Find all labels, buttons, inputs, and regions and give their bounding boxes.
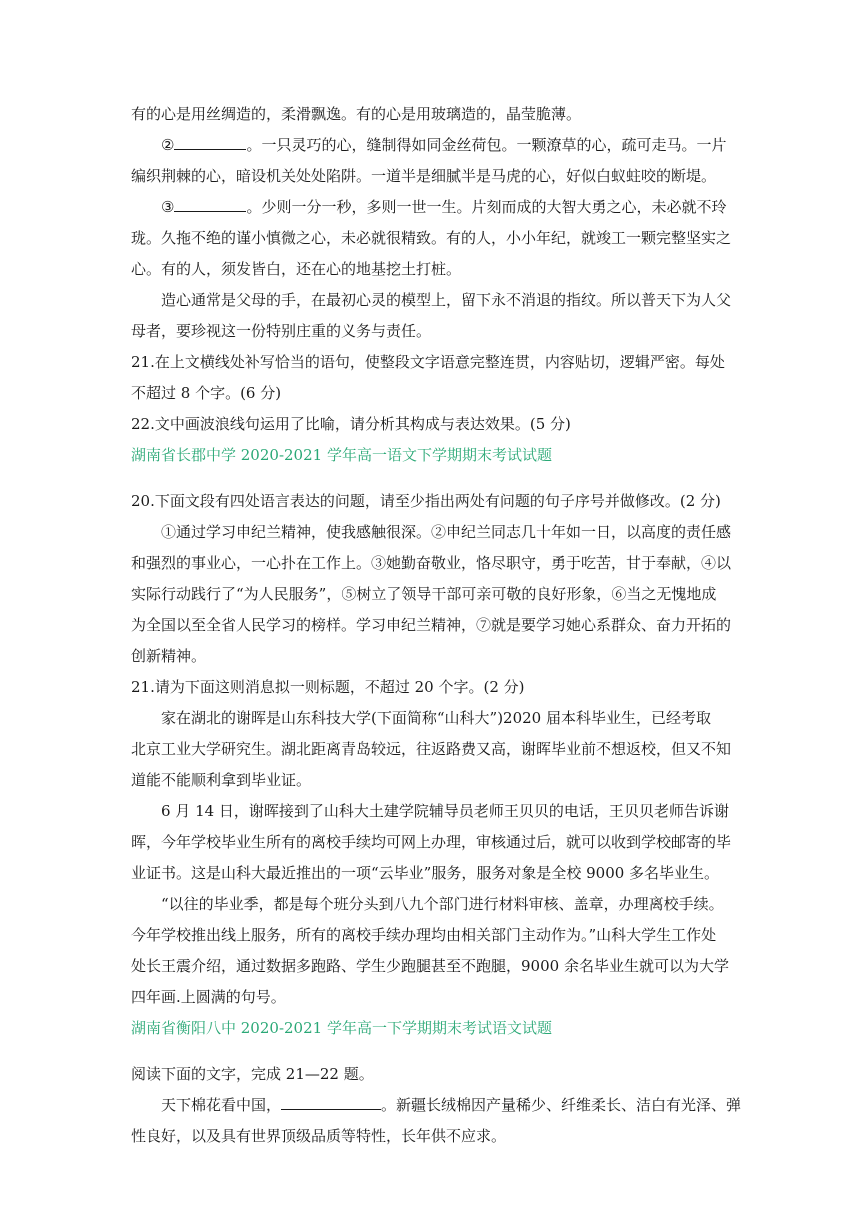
news-line: “以往的毕业季，都是每个班分头到八九个部门进行材料审核、盖章，办理离校手续。 — [161, 895, 724, 913]
circled-number: ③ — [161, 198, 175, 216]
news-line: 道能不能顺利拿到毕业证。 — [131, 771, 312, 789]
q20-passage-line: 创新精神。 — [131, 647, 207, 665]
q20-passage-line: ①通过学习申纪兰精神，使我感触很深。②申纪兰同志几十年如一日，以高度的责任感 — [161, 523, 732, 541]
q20-passage-line: 为全国以至全省人民学习的榜样。学习申纪兰精神，⑦就是要学习她心系群众、奋力开拓的 — [131, 616, 732, 634]
source-title-2: 湖南省衡阳八中 2020-2021 学年高一下学期期末考试语文试题 — [131, 1019, 552, 1037]
poem-text: 。一只灵巧的心，缝制得如同金丝荷包。一颗潦草的心，疏可走马。一片 — [246, 136, 727, 154]
answer-blank[interactable] — [174, 135, 246, 150]
poem-line: 编织荆棘的心，暗设机关处处陷阱。一道半是细腻半是马虎的心，好似白蚁蛀咬的断堤。 — [131, 167, 717, 185]
poem-line: 母者，要珍视这一份特别庄重的义务与责任。 — [131, 322, 432, 340]
poem-line: 心。有的人，须发皆白，还在心的地基挖土打桩。 — [131, 260, 462, 278]
circled-number: ② — [161, 136, 175, 154]
news-line: 6 月 14 日，谢晖接到了山科大土建学院辅导员老师王贝贝的电话，王贝贝老师告诉谢 — [161, 802, 729, 820]
question-21a-cont: 不超过 8 个字。(6 分) — [131, 384, 282, 402]
reading-instruction: 阅读下面的文字，完成 21—22 题。 — [131, 1065, 374, 1083]
news-line: 处长王震介绍，通过数据多跑路、学生少跑腿甚至不跑腿，9000 余名毕业生就可以为大学 — [131, 957, 729, 975]
poem-line: 造心通常是父母的手，在最初心灵的模型上，留下永不消退的指纹。所以普天下为人父 — [161, 291, 732, 309]
q20-passage-line: 和强烈的事业心，一心扑在工作上。③她勤奋敬业，恪尽职守，勇于吃苦，甘于奉献，④以 — [131, 554, 732, 572]
question-22a: 22.文中画波浪线句运用了比喻，请分析其构成与表达效果。(5 分) — [131, 415, 571, 433]
news-line: 家在湖北的谢晖是山东科技大学(下面简称“山科大”)2020 届本科毕业生，已经考取 — [161, 709, 711, 727]
poem-line-blank-2 — [161, 135, 726, 155]
answer-blank[interactable] — [281, 1095, 381, 1110]
news-line: 四年画.上圆满的句号。 — [131, 988, 286, 1006]
reading-line-blank — [161, 1095, 741, 1115]
question-21a: 21.在上文横线处补写恰当的语句，使整段文字语意完整连贯，内容贴切，逻辑严密。每处 — [131, 353, 725, 371]
q20-passage-line: 实际行动践行了“为人民服务”，⑤树立了领导干部可亲可敬的良好形象，⑥当之无愧地成 — [131, 585, 717, 603]
poem-line: 有的心是用丝绸造的，柔滑飘逸。有的心是用玻璃造的，晶莹脆薄。 — [131, 105, 582, 123]
question-20: 20.下面文段有四处语言表达的问题，请至少指出两处有问题的句子序号并做修改。(2 分) — [131, 492, 721, 510]
news-line: 业证书。这是山科大最近推出的一项“云毕业”服务，服务对象是全校 9000 多名毕业生。 — [131, 864, 720, 882]
news-line: 今年学校推出线上服务，所有的离校手续办理均由相关部门主动作为。”山科大学生工作处 — [131, 926, 717, 944]
news-line: 晖，今年学校毕业生所有的离校手续均可网上办理，审核通过后，就可以收到学校邮寄的毕 — [131, 833, 732, 851]
reading-text: 天下棉花看中国， — [161, 1096, 282, 1114]
news-line: 北京工业大学研究生。湖北距离青岛较远，往返路费又高，谢晖毕业前不想返校，但又不知 — [131, 740, 732, 758]
answer-blank[interactable] — [174, 197, 246, 212]
poem-line: 珑。久拖不绝的谨小慎微之心，未必就很精致。有的人，小小年纪，就竣工一颗完整坚实之 — [131, 229, 732, 247]
reading-text: 。新疆长绒棉因产量稀少、纤维柔长、洁白有光泽、弹 — [381, 1096, 742, 1114]
poem-text: 。少则一分一秒，多则一世一生。片刻而成的大智大勇之心，未必就不玲 — [246, 198, 727, 216]
question-21b: 21.请为下面这则消息拟一则标题，不超过 20 个字。(2 分) — [131, 678, 525, 696]
poem-line-blank-3 — [161, 197, 726, 217]
source-title-1: 湖南省长郡中学 2020-2021 学年高一语文下学期期末考试试题 — [131, 446, 552, 464]
reading-line: 性良好，以及具有世界顶级品质等特性，长年供不应求。 — [131, 1127, 507, 1145]
